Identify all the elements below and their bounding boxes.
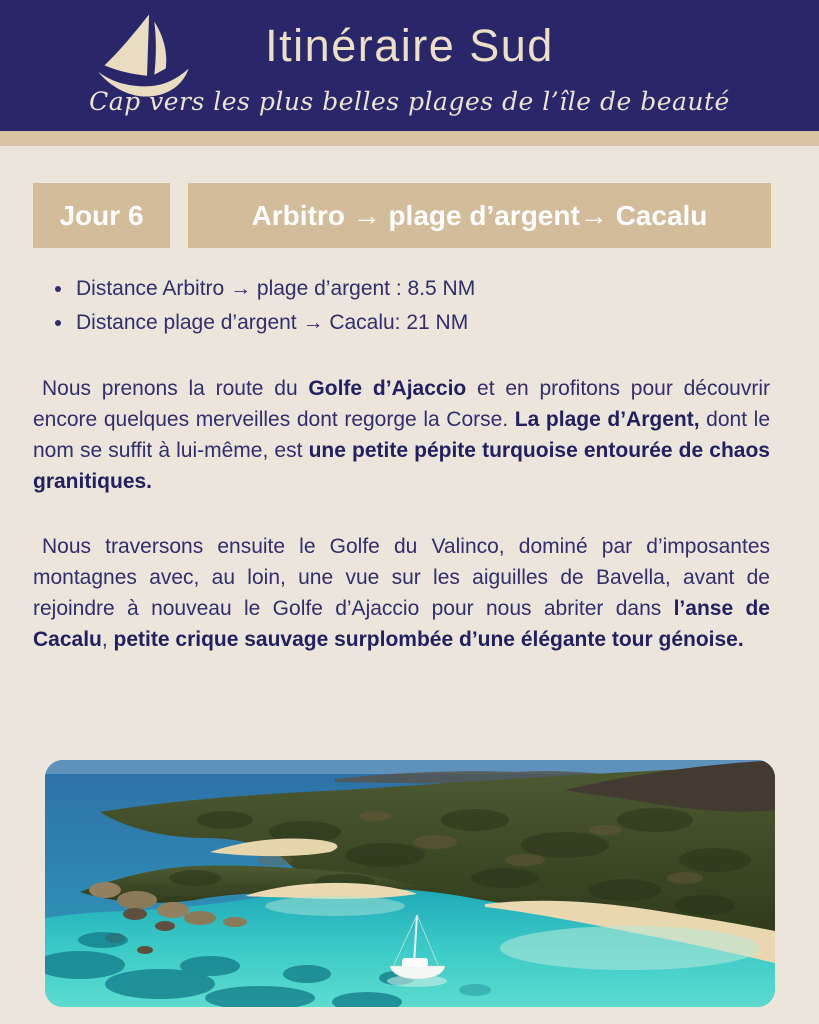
paragraph-golfe-valinco: [33, 531, 770, 655]
route-chip: Arbitro → plage d’argent→ Cacalu: [188, 183, 771, 248]
text-segment: Nous traversons ensuite le Golfe du Valinco, dominé par d’imposantes montagnes avec, au loin, une vue sur les aiguilles de Bavella, avant de rejoindre à nouveau le Golfe d’Ajaccio pour nous abriter dans: [33, 535, 770, 620]
text-segment: une petite pépite turquoise entourée de chaos granitiques.: [33, 439, 770, 493]
text-segment: petite crique sauvage surplombée d’une élégante tour génoise.: [113, 628, 744, 651]
text-segment: Golfe d’Ajaccio: [308, 377, 467, 400]
bay-photo: [45, 760, 775, 1007]
day-banner-row: [33, 183, 771, 248]
text-segment: l’anse de Cacalu: [33, 597, 770, 651]
text-segment: La plage d’Argent,: [514, 408, 700, 431]
text-segment: Nous prenons la route du: [42, 377, 309, 400]
text-segment: et en profitons pour découvrir encore quelques merveilles dont regorge la Corse.: [33, 377, 770, 431]
sand-shallows: [500, 926, 760, 970]
distance-list: [52, 272, 784, 340]
day-chip: Jour 6: [33, 183, 170, 248]
divider-strip: [0, 131, 819, 146]
bay-photo-illustration: [45, 760, 775, 1007]
header-banner: [0, 0, 819, 131]
distance-item: • Distance Arbitro → plage d’argent : 8.5 NM: [74, 272, 784, 306]
paragraph-golfe-ajaccio: [33, 373, 770, 497]
page-title: Itinéraire Sud: [265, 20, 554, 71]
distance-item: • Distance plage d’argent → Cacalu: 21 NM: [74, 306, 784, 340]
header-tagline: Cap vers les plus belles plages de l’île de beauté: [89, 87, 730, 116]
cove-shallows: [265, 896, 405, 916]
text-segment: dont le nom se suffit à lui-même, est: [33, 408, 771, 462]
text-segment: ,: [101, 628, 114, 651]
